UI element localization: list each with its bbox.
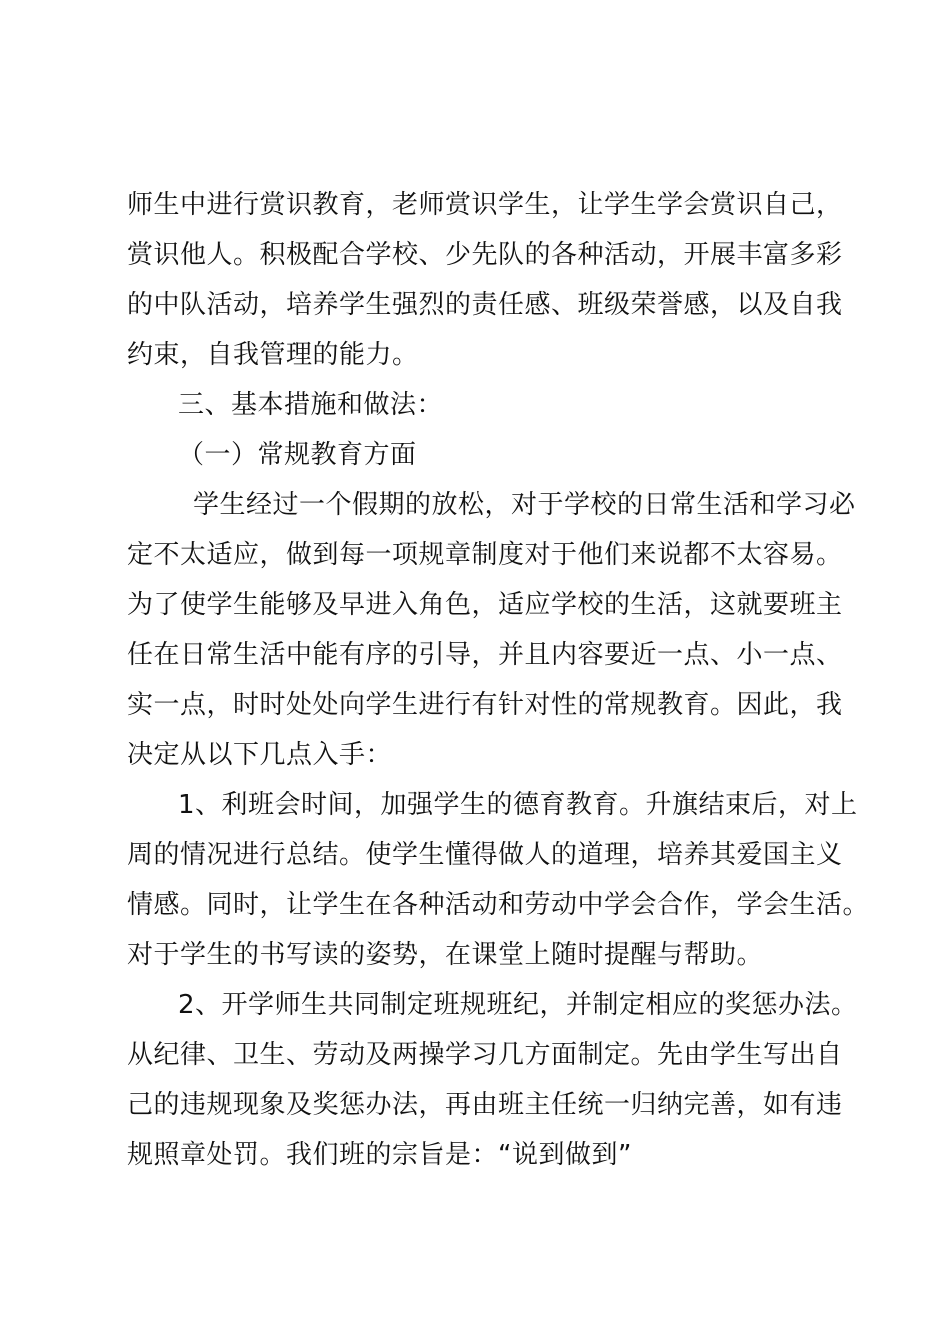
section-heading: 三、基本措施和做法： xyxy=(178,390,444,420)
paragraph-line: 从纪律、卫生、劳动及两操学习几方面制定。先由学生写出自 xyxy=(127,1040,843,1070)
paragraph-line: 的中队活动，培养学生强烈的责任感、班级荣誉感，以及自我 xyxy=(127,290,843,320)
paragraph-line: 约束，自我管理的能力。 xyxy=(127,340,419,370)
list-item-line: 1、利班会时间，加强学生的德育教育。升旗结束后，对上 xyxy=(178,790,858,820)
paragraph-line: 任在日常生活中能有序的引导，并且内容要近一点、小一点、 xyxy=(127,640,843,670)
paragraph-line: 对于学生的书写读的姿势，在课堂上随时提醒与帮助。 xyxy=(127,940,764,970)
paragraph-line: 师生中进行赏识教育，老师赏识学生，让学生学会赏识自己， xyxy=(127,190,843,220)
paragraph-line: 实一点，时时处处向学生进行有针对性的常规教育。因此，我 xyxy=(127,690,843,720)
paragraph-line: 己的违规现象及奖惩办法，再由班主任统一归纳完善，如有违 xyxy=(127,1090,843,1120)
subsection-heading: （一）常规教育方面 xyxy=(178,440,417,470)
paragraph-line: 规照章处罚。我们班的宗旨是：“说到做到” xyxy=(127,1140,632,1170)
paragraph-line: 决定从以下几点入手： xyxy=(127,740,393,770)
paragraph-line: 学生经过一个假期的放松，对于学校的日常生活和学习必 xyxy=(193,490,856,520)
paragraph-line: 情感。同时，让学生在各种活动和劳动中学会合作，学会生活。 xyxy=(127,890,870,920)
paragraph-line: 赏识他人。积极配合学校、少先队的各种活动，开展丰富多彩 xyxy=(127,240,843,270)
paragraph-line: 定不太适应，做到每一项规章制度对于他们来说都不太容易。 xyxy=(127,540,843,570)
list-item-line: 2、开学师生共同制定班规班纪，并制定相应的奖惩办法。 xyxy=(178,990,858,1020)
paragraph-line: 为了使学生能够及早进入角色，适应学校的生活，这就要班主 xyxy=(127,590,843,620)
paragraph-line: 周的情况进行总结。使学生懂得做人的道理，培养其爱国主义 xyxy=(127,840,843,870)
